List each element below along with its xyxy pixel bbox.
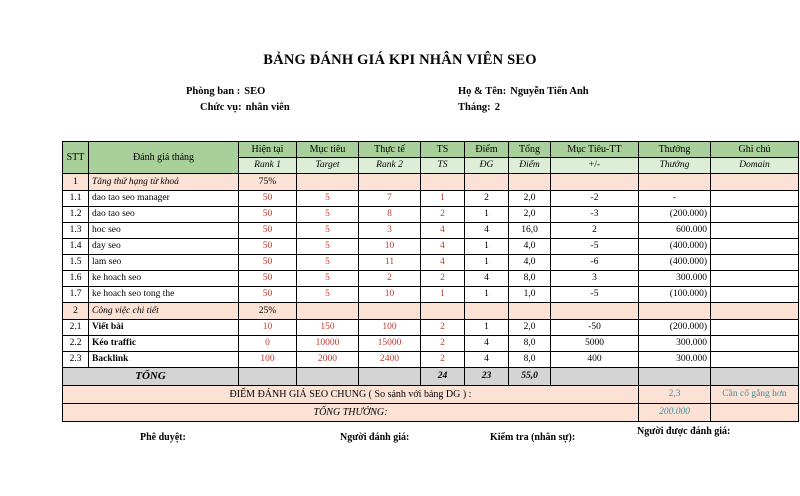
section-empty-cell [509, 303, 551, 320]
cell-thuong: (400.000) [639, 239, 711, 255]
section-empty-cell [465, 303, 509, 320]
meta-left-column [186, 84, 416, 116]
row-index: 1.3 [63, 223, 89, 239]
section-empty-cell [297, 303, 359, 320]
table-row [63, 352, 799, 368]
cell-ghi-chu [711, 255, 799, 271]
subcol-header-thuong: Thưởng [639, 158, 711, 174]
cell-diem: 4 [465, 271, 509, 287]
signature-approver: Phê duyệt: [140, 432, 186, 443]
cell-muc-tieu: 5 [297, 207, 359, 223]
row-index: 1.2 [63, 207, 89, 223]
cell-thuong: (100.000) [639, 287, 711, 303]
cell-muc-tieu-tt: 5000 [551, 336, 639, 352]
cell-thuong: - [639, 191, 711, 207]
summary-note [711, 404, 799, 422]
section-empty-cell [711, 174, 799, 191]
cell-tong: 1,0 [509, 287, 551, 303]
section-empty-cell [359, 174, 421, 191]
cell-thuc-te: 10 [359, 287, 421, 303]
section-number: 1 [63, 174, 89, 191]
cell-tong: 2,0 [509, 320, 551, 336]
section-empty-cell [421, 303, 465, 320]
header-row-primary [63, 142, 799, 158]
cell-thuc-te: 2 [359, 271, 421, 287]
cell-thuc-te: 8 [359, 207, 421, 223]
cell-ts: 4 [421, 223, 465, 239]
col-header-thuc-te: Thực tế [359, 142, 421, 158]
table-body [63, 174, 799, 422]
position-value: nhân viên [245, 102, 290, 113]
cell-diem: 1 [465, 320, 509, 336]
cell-ghi-chu [711, 191, 799, 207]
section-empty-cell [711, 303, 799, 320]
cell-tong: 4,0 [509, 239, 551, 255]
cell-tong: 8,0 [509, 271, 551, 287]
cell-thuong: 600.000 [639, 223, 711, 239]
col-header-tong: Tổng [509, 142, 551, 158]
cell-diem: 1 [465, 207, 509, 223]
row-index: 2.2 [63, 336, 89, 352]
month-value: 2 [494, 102, 500, 113]
kpi-table [62, 141, 799, 422]
subcol-header-plus-minus: +/- [551, 158, 639, 174]
table-head [63, 142, 799, 174]
section-empty-cell [551, 303, 639, 320]
section-header-row [63, 174, 799, 191]
cell-ts: 2 [421, 271, 465, 287]
cell-tong: 4,0 [509, 255, 551, 271]
subcol-header-domain: Domain [711, 158, 799, 174]
cell-tong: 8,0 [509, 336, 551, 352]
cell-muc-tieu-tt: -3 [551, 207, 639, 223]
cell-thuong: (200.000) [639, 207, 711, 223]
row-name: ke hoach seo tong the [89, 287, 239, 303]
cell-ghi-chu [711, 320, 799, 336]
row-name: day seo [89, 239, 239, 255]
cell-thuc-te: 2400 [359, 352, 421, 368]
row-name: ke hoach seo [89, 271, 239, 287]
row-name: dao tao seo [89, 207, 239, 223]
cell-ts: 4 [421, 239, 465, 255]
cell-hien-tai: 50 [239, 191, 297, 207]
table-row [63, 336, 799, 352]
total-diem: 23 [465, 368, 509, 386]
cell-ts: 2 [421, 320, 465, 336]
cell-diem: 1 [465, 239, 509, 255]
cell-thuc-te: 3 [359, 223, 421, 239]
summary-value: 200.000 [639, 404, 711, 422]
cell-muc-tieu: 150 [297, 320, 359, 336]
cell-thuong: 300.000 [639, 336, 711, 352]
meta-row-position [186, 100, 416, 116]
col-header-stt: STT [63, 142, 89, 174]
subcol-header-diem: Điểm [509, 158, 551, 174]
meta-row-month [458, 100, 738, 116]
cell-diem: 1 [465, 287, 509, 303]
cell-thuc-te: 7 [359, 191, 421, 207]
page-title: BẢNG ĐÁNH GIÁ KPI NHÂN VIÊN SEO [263, 52, 537, 68]
row-name: hoc seo [89, 223, 239, 239]
cell-hien-tai: 50 [239, 239, 297, 255]
section-empty-cell [359, 303, 421, 320]
cell-diem: 2 [465, 191, 509, 207]
position-label: Chức vụ: [200, 102, 242, 113]
table-row [63, 207, 799, 223]
row-name: Viết bài [89, 320, 239, 336]
cell-diem: 4 [465, 336, 509, 352]
table-row [63, 223, 799, 239]
cell-ghi-chu [711, 223, 799, 239]
cell-hien-tai: 0 [239, 336, 297, 352]
signature-block [0, 426, 800, 456]
section-weight: 75% [239, 174, 297, 191]
total-empty-hien-tai [239, 368, 297, 386]
summary-row [63, 386, 799, 404]
signature-evaluatee: Người được đánh giá: [637, 426, 731, 437]
summary-label: ĐIỂM ĐÁNH GIÁ SEO CHUNG ( So sánh với bảng DG ) : [63, 386, 639, 404]
cell-muc-tieu-tt: 400 [551, 352, 639, 368]
total-label: TỔNG [63, 368, 239, 386]
signature-hr-check: Kiểm tra (nhân sự): [490, 432, 576, 443]
month-label: Tháng: [458, 102, 491, 113]
subcol-header-target: Target [297, 158, 359, 174]
col-header-muc-tieu-tt: Mục Tiêu-TT [551, 142, 639, 158]
col-header-thuong: Thưởng [639, 142, 711, 158]
cell-muc-tieu-tt: -2 [551, 191, 639, 207]
summary-label: TỔNG THƯỞNG: [63, 404, 639, 422]
total-row [63, 368, 799, 386]
table-row [63, 191, 799, 207]
cell-ghi-chu [711, 287, 799, 303]
cell-muc-tieu: 5 [297, 191, 359, 207]
row-name: dao tao seo manager [89, 191, 239, 207]
col-header-danh-gia-thang: Đánh giá tháng [89, 142, 239, 174]
cell-muc-tieu-tt: 3 [551, 271, 639, 287]
col-header-hien-tai: Hiện tại [239, 142, 297, 158]
section-empty-cell [465, 174, 509, 191]
cell-tong: 16,0 [509, 223, 551, 239]
row-index: 2.3 [63, 352, 89, 368]
row-name: lam seo [89, 255, 239, 271]
cell-ghi-chu [711, 207, 799, 223]
cell-diem: 4 [465, 223, 509, 239]
cell-ts: 4 [421, 255, 465, 271]
table-row [63, 239, 799, 255]
cell-thuc-te: 10 [359, 239, 421, 255]
cell-muc-tieu: 5 [297, 223, 359, 239]
cell-muc-tieu: 5 [297, 271, 359, 287]
meta-block [0, 84, 800, 118]
cell-muc-tieu-tt: -5 [551, 239, 639, 255]
section-empty-cell [639, 303, 711, 320]
cell-thuc-te: 11 [359, 255, 421, 271]
cell-ts: 2 [421, 207, 465, 223]
cell-muc-tieu-tt: -6 [551, 255, 639, 271]
department-value: SEO [244, 86, 266, 97]
section-name: Tăng thứ hạng từ khoá [89, 174, 239, 191]
section-weight: 25% [239, 303, 297, 320]
cell-hien-tai: 50 [239, 271, 297, 287]
col-header-diem: Điểm [465, 142, 509, 158]
subcol-header-dg: ĐG [465, 158, 509, 174]
fullname-value: Nguyễn Tiến Anh [510, 86, 589, 97]
cell-muc-tieu: 2000 [297, 352, 359, 368]
row-index: 1.1 [63, 191, 89, 207]
table-row [63, 320, 799, 336]
total-empty-muc-tieu-tt [551, 368, 639, 386]
section-empty-cell [639, 174, 711, 191]
meta-row-department [186, 84, 416, 100]
cell-muc-tieu-tt: 2 [551, 223, 639, 239]
total-empty-ghi-chu [711, 368, 799, 386]
cell-muc-tieu: 5 [297, 287, 359, 303]
cell-tong: 8,0 [509, 352, 551, 368]
cell-hien-tai: 100 [239, 352, 297, 368]
row-index: 1.6 [63, 271, 89, 287]
table-row [63, 271, 799, 287]
total-tong: 55,0 [509, 368, 551, 386]
cell-ts: 1 [421, 191, 465, 207]
total-empty-muc-tieu [297, 368, 359, 386]
cell-tong: 2,0 [509, 191, 551, 207]
subcol-header-ts: TS [421, 158, 465, 174]
table-row [63, 255, 799, 271]
col-header-muc-tieu: Mục tiêu [297, 142, 359, 158]
summary-note: Cần cố gắng hơn [711, 386, 799, 404]
section-empty-cell [421, 174, 465, 191]
cell-hien-tai: 50 [239, 255, 297, 271]
cell-muc-tieu: 5 [297, 255, 359, 271]
fullname-label: Họ & Tên: [458, 86, 507, 97]
summary-row [63, 404, 799, 422]
summary-value: 2,3 [639, 386, 711, 404]
cell-tong: 2,0 [509, 207, 551, 223]
meta-row-fullname [458, 84, 738, 100]
subcol-header-rank1: Rank 1 [239, 158, 297, 174]
cell-muc-tieu: 5 [297, 239, 359, 255]
cell-ghi-chu [711, 239, 799, 255]
section-header-row [63, 303, 799, 320]
department-label: Phòng ban : [186, 86, 241, 97]
cell-thuong: 300.000 [639, 352, 711, 368]
cell-muc-tieu: 10000 [297, 336, 359, 352]
cell-ts: 2 [421, 336, 465, 352]
cell-muc-tieu-tt: -5 [551, 287, 639, 303]
meta-right-column [458, 84, 738, 116]
cell-muc-tieu-tt: -50 [551, 320, 639, 336]
cell-diem: 1 [465, 255, 509, 271]
cell-hien-tai: 10 [239, 320, 297, 336]
cell-thuong: (400.000) [639, 255, 711, 271]
cell-thuong: 300.000 [639, 271, 711, 287]
cell-diem: 4 [465, 352, 509, 368]
total-empty-thuc-te [359, 368, 421, 386]
col-header-ghi-chu: Ghi chú [711, 142, 799, 158]
signature-evaluator: Người đánh giá: [340, 432, 410, 443]
cell-thuc-te: 15000 [359, 336, 421, 352]
row-index: 1.7 [63, 287, 89, 303]
cell-ghi-chu [711, 271, 799, 287]
cell-ts: 1 [421, 287, 465, 303]
cell-ghi-chu [711, 336, 799, 352]
subcol-header-rank2: Rank 2 [359, 158, 421, 174]
total-ts: 24 [421, 368, 465, 386]
section-empty-cell [551, 174, 639, 191]
cell-ghi-chu [711, 352, 799, 368]
cell-thuong: (200.000) [639, 320, 711, 336]
section-name: Công việc chi tiết [89, 303, 239, 320]
cell-hien-tai: 50 [239, 287, 297, 303]
row-index: 1.5 [63, 255, 89, 271]
cell-hien-tai: 50 [239, 207, 297, 223]
row-name: Kéo traffic [89, 336, 239, 352]
total-empty-thuong [639, 368, 711, 386]
table-row [63, 287, 799, 303]
row-name: Backlink [89, 352, 239, 368]
section-empty-cell [509, 174, 551, 191]
row-index: 2.1 [63, 320, 89, 336]
cell-ts: 2 [421, 352, 465, 368]
section-empty-cell [297, 174, 359, 191]
col-header-ts: TS [421, 142, 465, 158]
section-number: 2 [63, 303, 89, 320]
cell-hien-tai: 50 [239, 223, 297, 239]
row-index: 1.4 [63, 239, 89, 255]
cell-thuc-te: 100 [359, 320, 421, 336]
